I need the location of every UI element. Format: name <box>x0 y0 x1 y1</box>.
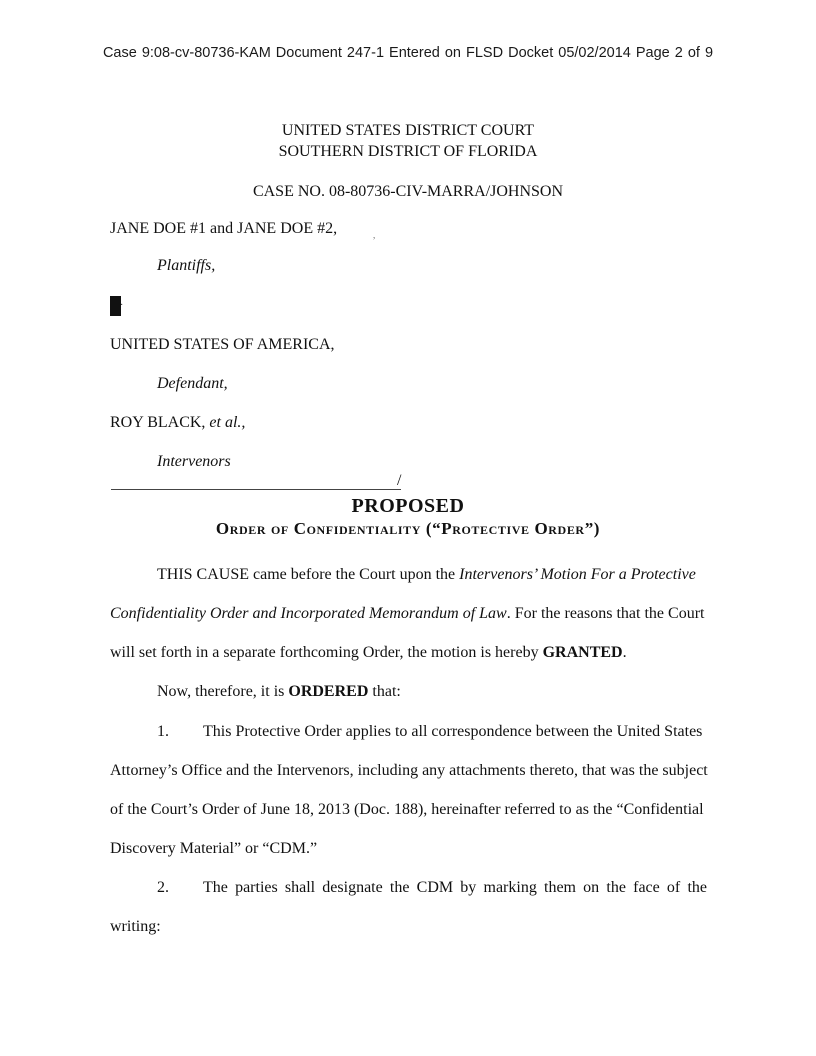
paragraph-1-line-1 <box>157 566 696 584</box>
item-1-line-3: of the Court’s Order of June 18, 2013 (Doc. 188), hereinafter referred to as the “Confidential <box>110 801 704 818</box>
intervenors-name-prefix: ROY BLACK, <box>110 414 206 431</box>
plaintiffs-names: JANE DOE #1 and JANE DOE #2, <box>110 220 338 237</box>
docket-header-stamp: Case 9:08-cv-80736-KAM Document 247-1 Entered on FLSD Docket 05/02/2014 Page 2 of 9 <box>102 45 714 61</box>
granted-word: GRANTED <box>542 644 623 661</box>
plaintiffs-role: Plantiffs, <box>157 257 216 274</box>
intervenors-name <box>110 414 245 432</box>
item-2-line-2: writing: <box>110 918 161 935</box>
item-2-line-1: The parties shall designate the CDM by marking them on the face of the <box>203 879 707 896</box>
ordered-prefix: Now, therefore, it is <box>157 683 289 700</box>
defendant-role: Defendant, <box>157 375 228 392</box>
p1-l1-text: THIS CAUSE came before the Court upon the <box>157 566 460 583</box>
title-proposed: PROPOSED <box>351 495 465 517</box>
item-2-number: 2. <box>157 879 169 896</box>
court-name-line1: UNITED STATES DISTRICT COURT <box>281 122 535 139</box>
court-name-line2: SOUTHERN DISTRICT OF FLORIDA <box>278 143 538 160</box>
motion-title-part2: Confidentiality Order and Incorporated Memorandum of Law <box>110 605 507 622</box>
intervenors-role: Intervenors <box>157 453 231 470</box>
title-order: Order of Confidentiality (“Protective Order”) <box>215 519 601 538</box>
redaction-dot: · <box>120 300 124 311</box>
paragraph-1-line-2 <box>110 605 704 623</box>
item-1-number: 1. <box>157 723 169 740</box>
motion-title-part1: Intervenors’ Motion For a Protective <box>459 566 696 583</box>
item-1-line-1: This Protective Order applies to all correspondence between the United States <box>203 723 703 740</box>
p1-l3-text: will set forth in a separate forthcoming Order, the motion is hereby <box>110 644 543 661</box>
caption-divider <box>111 489 401 490</box>
defendant-name: UNITED STATES OF AMERICA, <box>110 336 335 353</box>
ordered-suffix: that: <box>368 683 401 700</box>
ordered-word: ORDERED <box>288 683 369 700</box>
paragraph-1-line-3 <box>110 644 627 662</box>
intervenors-name-suffix: et al., <box>209 414 246 431</box>
p1-l2-text: . For the reasons that the Court <box>506 605 705 622</box>
item-1-line-2: Attorney’s Office and the Intervenors, including any attachments thereto, that was the subject <box>110 762 708 779</box>
p1-l3-period: . <box>622 644 627 661</box>
item-1-line-4: Discovery Material” or “CDM.” <box>110 840 318 857</box>
stray-mark: , <box>373 230 376 240</box>
ordered-line <box>157 683 401 701</box>
caption-slash: / <box>397 472 402 489</box>
case-number: CASE NO. 08-80736-CIV-MARRA/JOHNSON <box>252 183 564 200</box>
